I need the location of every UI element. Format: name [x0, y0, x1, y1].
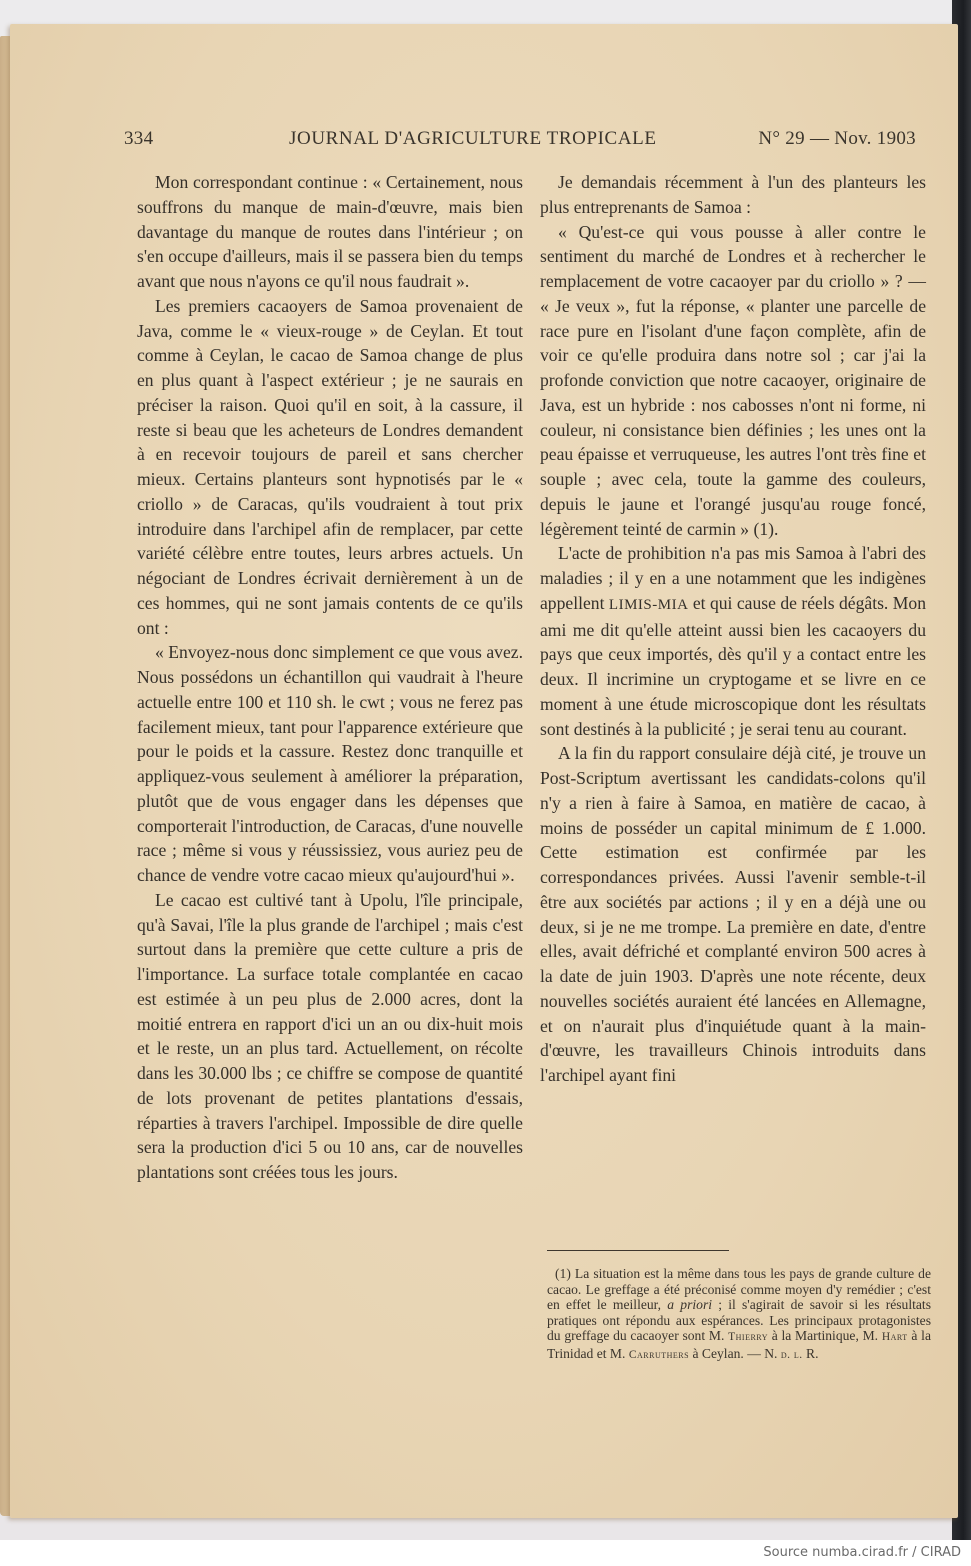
footnote-text: R. [802, 1345, 819, 1361]
paragraph-text: et qui cause de réels dégâts. Mon ami me dit qu'elle atteint aussi bien les cacaoyers du pays que ceux importés, dès qu'il y a contact entre les deux. Il incrimine un cryptogame et se livre en ce moment à une étude microscopique dont les résultats sont destinés à la publicité ; je serai tenu au courant. [540, 592, 926, 739]
person-name: Carruthers [628, 1348, 690, 1361]
footnote [547, 1266, 931, 1364]
person-name: Thierry [728, 1331, 768, 1344]
footnote-text: à la Trinidad et M. [547, 1328, 931, 1361]
footnote-text: ; il s'agirait de savoir si les résultats pratiques ont répondu aux espérances. Les principaux protagonistes du greffage du cacaoyer sont M. [547, 1297, 932, 1344]
left-column [137, 170, 523, 1185]
paragraph: A la fin du rapport consulaire déjà cité, je trouve un Post-Scriptum avertissant les candidats-colons qu'il n'y a rien à faire à Samoa, en matière de cacao, à moins de posséder un capital minimum de £ 1.000. Cette estimation est confirmée par les correspondances privées. Aussi l'avenir semble-t-il être aux sociétés par actions ; il y en a déjà une ou deux, si je ne me trompe. La première en date, d'entre elles, avait défriché et complanté environ 500 acres à la date de juin 1903. D'après une note récente, deux nouvelles sociétés auraient été lancées en Allemagne, et on n'aurait plus d'inquiétude quant à la main-d'œuvre, les travailleurs Chinois introduits dans l'archipel ayant fini [540, 743, 926, 1085]
page-number: 334 [124, 128, 154, 149]
paragraph: Les premiers cacaoyers de Samoa provenaient de Java, comme le « vieux-rouge » de Ceylan. Et tout comme à Ceylan, le cacao de Samoa change de plus en plus quant à l'aspect extérieur ; je ne saurais en préciser la raison. Quoi qu'il en soit, à la cassure, il reste si beau que les acheteurs de Londres demandent à en recevoir toujours de pareil et sans chercher mieux. Certains planteurs sont hypnotisés par le « criollo » de Caracas, qu'ils voudraient à tout prix introduire dans l'archipel afin de remplacer, par cette variété célèbre entre toutes, leurs arbres actuels. Un négociant de Londres écrivait dernièrement à un de ces hommes, qui ne sont jamais contents de ce qu'ils ont : [137, 295, 523, 638]
quoted-paragraph: « Qu'est-ce qui vous pousse à aller contre le sentiment du marché de Londres et à rechercher le remplacement de votre cacaoyer par du criollo » ? — « Je veux », fut la réponse, « planter une parcelle de race pure en l'isolant d'une façon complète, afin de voir ce qu'elle produira dans notre sol ; car j'ai la profonde conviction que notre cacaoyer, originaire de Java, est un hybride : nos cabosses n'ont ni forme, ni couleur, ni consistance bien définies ; les unes ont la peau épaisse et verruqueuse, les autres l'ont très fine et souple ; avec cela, toute la gamme des couleurs, depuis le jaune et l'orangé jusqu'au rouge foncé, légèrement teinté de carmin » (1). [540, 221, 926, 539]
paragraph: Mon correspondant continue : « Certainement, nous souffrons du manque de main-d'œuvre, mais bien davantage du manque de routes dans l'intérieur ; on s'en occupe d'ailleurs, mais il se passera bien du temps avant que nous n'ayons ce qu'il nous faudrait ». [137, 172, 523, 291]
issue-info: N° 29 — Nov. 1903 [758, 128, 916, 149]
footnote-text: à la Martinique, M. [767, 1328, 879, 1344]
editor-initials: d. l. [780, 1348, 803, 1361]
quoted-paragraph: « Envoyez-nous donc simplement ce que vous avez. Nous possédons un échantillon qui vaudrait à l'heure actuelle entre 100 et 110 sh. le cwt ; vous ne ferez pas facilement mieux, tant pour l'apparence extérieure que pour le poids et la cassure. Restez donc tranquille et appliquez-vous seulement à améliorer la préparation, plutôt que de vous engager dans les dépenses que comporterait l'introduction, de Caracas, d'une nouvelle race ; même si vous y réussissiez, vous auriez peu de chance de vendre votre cacao mieux qu'aujourd'hui ». [137, 642, 523, 885]
paragraph [540, 541, 926, 741]
footnote-divider [547, 1250, 729, 1251]
disease-name: LIMIS-MIA [608, 596, 689, 613]
right-column [540, 170, 926, 1088]
footnote-italic: a priori [667, 1297, 713, 1313]
source-caption: Source numba.cirad.fr / CIRAD [763, 1545, 961, 1560]
running-head [124, 128, 916, 152]
paragraph: Le cacao est cultivé tant à Upolu, l'île principale, qu'à Savai, l'île la plus grande de l'archipel ; mais c'est surtout dans la première que cette culture a pris de l'importance. La surface totale complantée en cacao est estimée à un peu plus de 2.000 acres, dont la moitié entrera en rapport d'ici un an ou dix-huit mois et le reste, un an plus tard. Actuellement, on récolte dans les 30.000 lbs ; ce chiffre se compose de quantité de lots provenant de petites plantations d'essais, réparties à travers l'archipel. Impossible de dire quelle sera la production d'ici 5 ou 10 ans, car de nouvelles plantations sont créées tous les jours. [137, 889, 523, 1182]
journal-title: JOURNAL D'AGRICULTURE TROPICALE [289, 128, 657, 149]
paragraph: Je demandais récemment à l'un des planteurs les plus entreprenants de Samoa : [540, 172, 926, 217]
paragraph-text: L'acte de prohibition n'a pas mis Samoa à l'abri des maladies ; il y en a une notamment que les indigènes appellent [540, 543, 926, 613]
footnote-text: (1) La situation est la même dans tous les pays de grande culture de cacao. Le greffage a été préconisé comme moyen d'y remédier ; c'est en effet le meilleur, [547, 1266, 931, 1313]
footnote-text: à Ceylan. — N. [689, 1345, 778, 1361]
person-name: Hart [881, 1331, 908, 1344]
